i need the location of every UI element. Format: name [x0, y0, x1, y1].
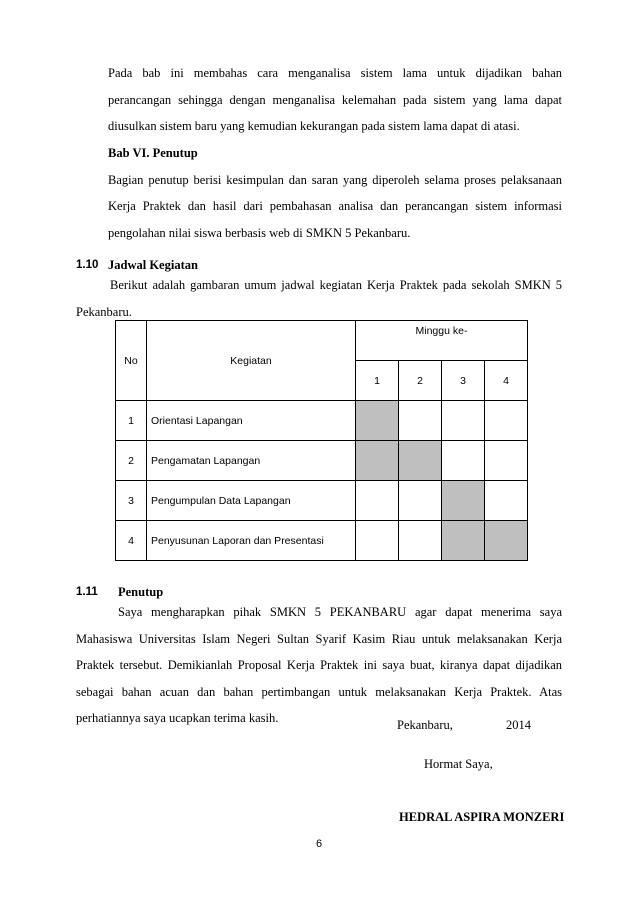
bab6-block: [108, 140, 562, 246]
bab6-line: Bagian penutup berisi kesimpulan dan saran yang diperoleh selama proses pelaksanaan: [108, 172, 562, 187]
row-kegiatan: Orientasi Lapangan: [147, 401, 356, 441]
week-cell: [485, 401, 528, 441]
row-no: 3: [116, 481, 147, 521]
section-111-line: sebagai bahan acuan dan bahan pertimbangan untuk melaksanakan Kerja Praktek. Atas: [76, 684, 562, 699]
row-kegiatan: Pengamatan Lapangan: [147, 441, 356, 481]
signature-name: HEDRAL ASPIRA MONZERI: [399, 810, 565, 824]
week-cell-active: [356, 441, 399, 481]
row-kegiatan: Pengumpulan Data Lapangan: [147, 481, 356, 521]
week-cell: [485, 441, 528, 481]
intro-line: Pada bab ini membahas cara menganalisa sistem lama untuk dijadikan bahan: [108, 66, 562, 80]
table-row: [116, 481, 528, 521]
week-header: 3: [442, 361, 485, 401]
signature-greeting: Hormat Saya,: [424, 757, 493, 771]
week-cell-active: [442, 521, 485, 561]
signature-year: 2014: [506, 718, 531, 732]
table-row: [116, 521, 528, 561]
bab6-line: pengolahan nilai siswa berbasis web di SMKN 5 Pekanbaru.: [108, 225, 411, 240]
table-row: [116, 401, 528, 441]
section-111-line: Mahasiswa Universitas Islam Negeri Sultan Syarif Kasim Riau untuk melaksanakan Kerja: [76, 631, 562, 646]
signature-place: Pekanbaru,: [397, 718, 453, 732]
section-110-number: 1.10: [76, 259, 99, 271]
week-cell-active: [442, 481, 485, 521]
header-kegiatan: Kegiatan: [147, 321, 356, 401]
page-number: 6: [315, 838, 323, 850]
intro-line: diusulkan sistem baru yang kemudian kekurangan pada sistem lama dapat di atasi.: [108, 119, 520, 133]
section-111-paragraph: [76, 599, 562, 732]
section-111-number: 1.11: [76, 586, 98, 598]
week-cell: [399, 521, 442, 561]
week-cell: [442, 441, 485, 481]
section-111-line: Saya mengharapkan pihak SMKN 5 PEKANBARU agar dapat menerima saya: [118, 605, 562, 619]
section-110-title: Jadwal Kegiatan: [108, 258, 198, 272]
header-minggu: Minggu ke-: [356, 321, 528, 361]
week-cell-active: [399, 441, 442, 481]
schedule-table: [115, 320, 528, 561]
week-header: 4: [485, 361, 528, 401]
section-111-line: Praktek tersebut. Demikianlah Proposal Kerja Praktek ini saya buat, kiranya dapat dijadikan: [76, 658, 562, 672]
intro-paragraph: [108, 60, 562, 140]
week-cell-active: [485, 521, 528, 561]
week-cell: [399, 401, 442, 441]
week-cell: [356, 481, 399, 521]
section-110-line: Berikut adalah gambaran umum jadwal kegiatan Kerja Praktek pada sekolah SMKN 5: [110, 278, 562, 292]
week-cell: [356, 521, 399, 561]
intro-line: perancangan sehingga dengan menganalisa kelemahan pada sistem yang lama dapat: [108, 92, 562, 107]
row-kegiatan: Penyusunan Laporan dan Presentasi: [147, 521, 356, 561]
week-cell-active: [356, 401, 399, 441]
week-header: 1: [356, 361, 399, 401]
section-110-line: Pekanbaru.: [76, 304, 132, 319]
section-110-paragraph: [76, 272, 562, 325]
section-111-title: Penutup: [118, 585, 164, 599]
bab6-line: Kerja Praktek dan hasil dari pembahasan analisa dan perancangan sistem informasi: [108, 199, 562, 213]
table-row: [116, 441, 528, 481]
week-cell: [399, 481, 442, 521]
week-header: 2: [399, 361, 442, 401]
row-no: 4: [116, 521, 147, 561]
row-no: 2: [116, 441, 147, 481]
bab6-heading: Bab VI. Penutup: [108, 146, 198, 160]
section-111-line: perhatiannya saya ucapkan terima kasih.: [76, 711, 279, 725]
header-no: No: [116, 321, 147, 401]
week-cell: [485, 481, 528, 521]
row-no: 1: [116, 401, 147, 441]
week-cell: [442, 401, 485, 441]
